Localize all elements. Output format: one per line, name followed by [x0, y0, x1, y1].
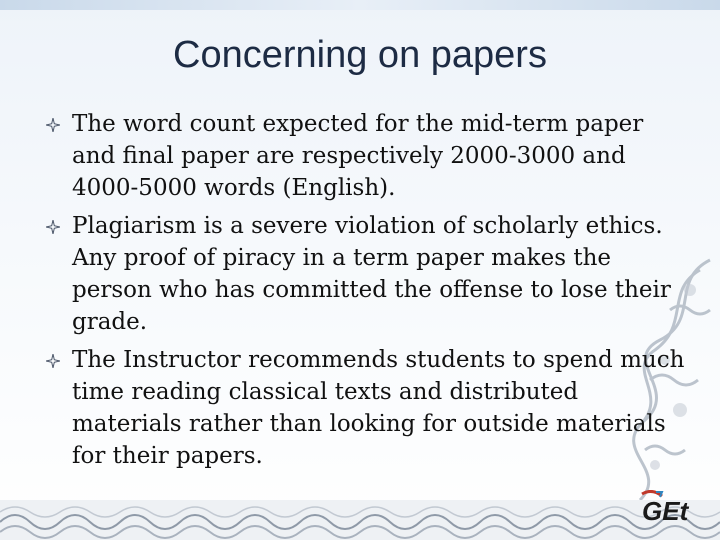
- sparkle-icon: [46, 118, 60, 132]
- bullet-text: The word count expected for the mid-term paper and final paper are respectively 2000-3000 and 4000-5000 words (English).: [72, 111, 644, 201]
- top-decor-band: [0, 0, 720, 10]
- wave-border-decoration: [0, 500, 720, 540]
- sparkle-icon: [46, 354, 60, 368]
- bullet-item: [46, 344, 686, 472]
- logo-text: GEt: [642, 496, 689, 526]
- bullet-text: Plagiarism is a severe violation of scholarly ethics. Any proof of piracy in a term paper makes the person who has committed the offense to lose their grade.: [72, 213, 671, 335]
- bullet-item: [46, 210, 686, 338]
- sparkle-icon: [46, 220, 60, 234]
- slide-title: Concerning on papers: [173, 34, 547, 76]
- bullet-item: [46, 108, 686, 204]
- bullet-text: The Instructor recommends students to spend much time reading classical texts and distributed materials rather than looking for outside materials for their papers.: [72, 347, 685, 469]
- bullet-list: [46, 108, 686, 478]
- get-logo: [636, 490, 708, 526]
